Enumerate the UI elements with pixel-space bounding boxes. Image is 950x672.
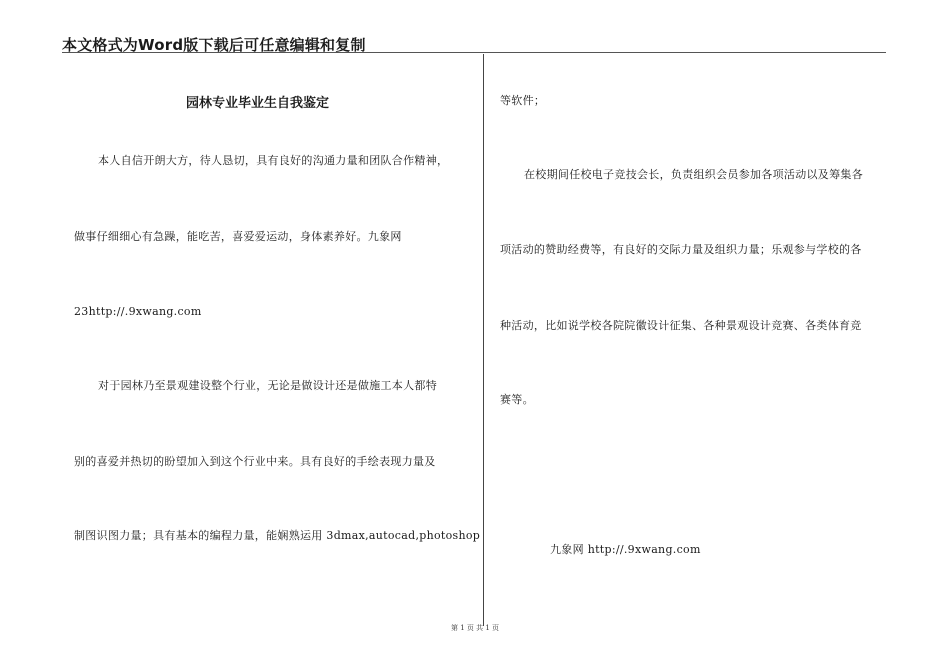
right-line-6: 九象网 http://.9xwang.com (550, 543, 701, 556)
right-line-5: 赛等。 (500, 393, 534, 406)
right-line-1: 等软件； (500, 94, 546, 107)
right-line-2: 在校期间任校电子竞技会长，负责组织会员参加各项活动以及筹集各 (524, 168, 863, 181)
left-line-4: 对于园林乃至景观建设整个行业，无论是做设计还是做施工本人都特 (98, 379, 437, 392)
left-line-2: 做事仔细细心有急躁，能吃苦，喜爱爱运动，身体素养好。九象网 (74, 230, 402, 243)
page-footer: 第 1 页 共 1 页 (450, 624, 500, 632)
header-divider (62, 52, 886, 53)
column-divider (483, 54, 484, 626)
right-line-4: 种活动，比如说学校各院院徽设计征集、各种景观设计竞赛、各类体育竞 (500, 319, 862, 332)
left-line-1: 本人自信开朗大方，待人恳切，具有良好的沟通力量和团队合作精神， (98, 154, 449, 167)
left-line-3: 23http://.9xwang.com (74, 305, 202, 318)
header-title: 本文格式为Word版下载后可任意编辑和复制 (62, 36, 366, 54)
document-title: 园林专业毕业生自我鉴定 (186, 96, 330, 111)
left-line-6: 制图识图力量；具有基本的编程力量，能娴熟运用 3dmax,autocad,photoshop (74, 529, 481, 542)
left-line-5: 别的喜爱并热切的盼望加入到这个行业中来。具有良好的手绘表现力量及 (74, 455, 436, 468)
right-line-3: 项活动的赞助经费等，有良好的交际力量及组织力量；乐观参与学校的各 (500, 243, 862, 256)
